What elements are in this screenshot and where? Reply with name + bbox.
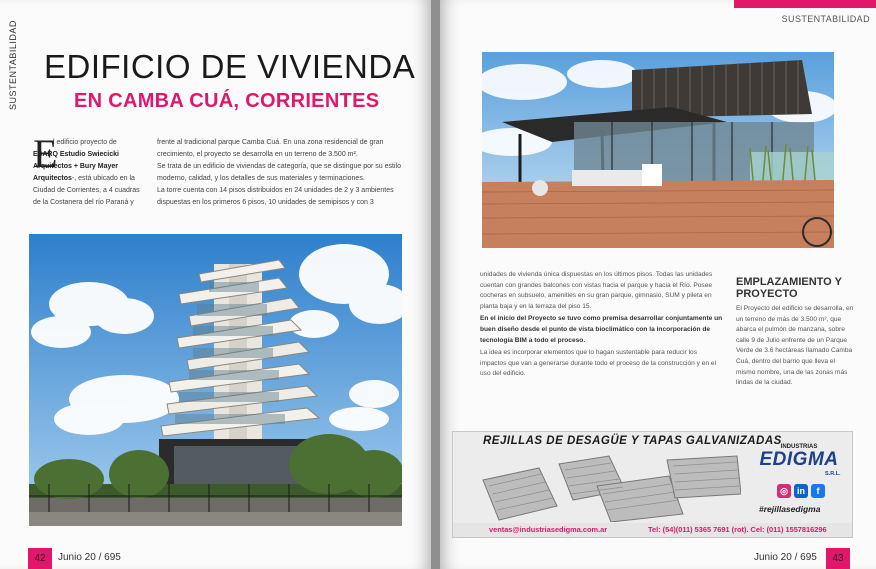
body-column-3 (480, 270, 723, 382)
section-label: SUSTENTABILIDAD (781, 14, 870, 24)
paragraph: Se trata de un edificio de viviendas de categoría, que se distingue por su estilo moderno, calidad, y los detalles de sus materiales y terminaciones. (157, 163, 401, 182)
terrace-rendering-photo (482, 52, 834, 248)
right-page (440, 0, 876, 569)
folio-left (0, 548, 160, 569)
facebook-icon[interactable]: f (811, 484, 825, 498)
architect-firms: ESARQ Estudio Swiecicki Arquitectos + Bury Mayer Arquitectos (33, 151, 119, 182)
intro-column (33, 137, 145, 209)
page-number: 42 (28, 548, 52, 569)
section-label-vertical: SUSTENTABILIDAD (8, 20, 18, 110)
section-accent-bar (734, 0, 876, 8)
ad-contact-bar (453, 523, 853, 537)
page-number: 43 (826, 548, 850, 569)
paragraph: frente al tradicional parque Camba Cuá. En una zona residencial de gran crecimiento, el proyecto se desarrolla en un terreno de 3.500 m². (157, 139, 384, 158)
ad-title: REJILLAS DE DESAGÜE Y TAPAS GALVANIZADAS (483, 435, 782, 447)
linkedin-icon[interactable]: in (794, 484, 808, 498)
ad-email[interactable]: ventas@industriasedigma.com.ar (489, 525, 608, 534)
folio-right (730, 548, 876, 569)
article-subtitle: EN CAMBA CUÁ, CORRIENTES (74, 90, 380, 112)
body-column-4: El Proyecto del edificio se desarrolla, en un terreno de más de 3.500 m², que abarca el pulmón de manzana, sobre calle 9 de Julio enfrente de un Parque Verde de 3.6 hectáreas llamado Camba Cuá, dentro del barrio que lleva el mismo nombre, una de las zonas más lindas de la ciudad. (736, 305, 854, 387)
left-page (0, 0, 431, 569)
issue-label: Junio 20 / 695 (58, 552, 121, 563)
spine-gutter (431, 0, 440, 569)
body-column-2 (157, 137, 402, 209)
paragraph-bold: En el inicio del Proyecto se tuvo como premisa desarrollar conjuntamente un buen diseño desde el punto de vista bioclimático con la incorporación de tecnología BIM a todo el proceso. (480, 315, 723, 344)
paragraph: unidades de vivienda única dispuestas en los últimos pisos. Todas las unidades cuentan con grandes balcones con vistas hacia el parque y hacia el Río. Posee cocheras en subsuelo, amenities en su gran parque, gimnasio, SUM y pileta en planta baja y en la terraza del piso 15. (480, 271, 713, 310)
ad-phones: Tel: (54)(011) 5365 7691 (rot). Cel: (011) 1557816296 (648, 525, 827, 534)
intro-first-line: l edificio proyecto de (53, 139, 117, 146)
paragraph: La torre cuenta con 14 pisos distribuidos en 24 unidades de 2 y 3 ambientes dispuestas en los primeros 6 pisos, 10 unidades de semipisos y con 3 (157, 187, 394, 206)
issue-label: Junio 20 / 695 (754, 552, 817, 563)
grates-product-image (479, 450, 741, 522)
logo-suffix: S.R.L. (825, 471, 841, 477)
edigma-logo (749, 444, 849, 482)
section-heading: EMPLAZAMIENTO Y PROYECTO (736, 276, 842, 300)
paragraph: La idea es incorporar elementos que lo hagan sustentable para reducir los impactos que van a generarse durante todo el proceso de la construcción y en el uso del edificio. (480, 349, 717, 378)
tower-rendering-photo (29, 234, 402, 526)
article-title: EDIFICIO DE VIVIENDA (44, 48, 416, 85)
drop-cap: E (33, 131, 58, 176)
logo-top-text: INDUSTRIAS (780, 444, 818, 450)
instagram-icon[interactable]: ◎ (777, 484, 791, 498)
advertisement[interactable] (452, 431, 853, 538)
logo-name: EDIGMA (759, 449, 839, 470)
ad-hashtag: #rejillasedigma (759, 504, 821, 514)
intro-rest: -, está ubicado en la Ciudad de Corrientes, a 4 cuadras de la Costanera del río Paraná y (33, 175, 140, 206)
